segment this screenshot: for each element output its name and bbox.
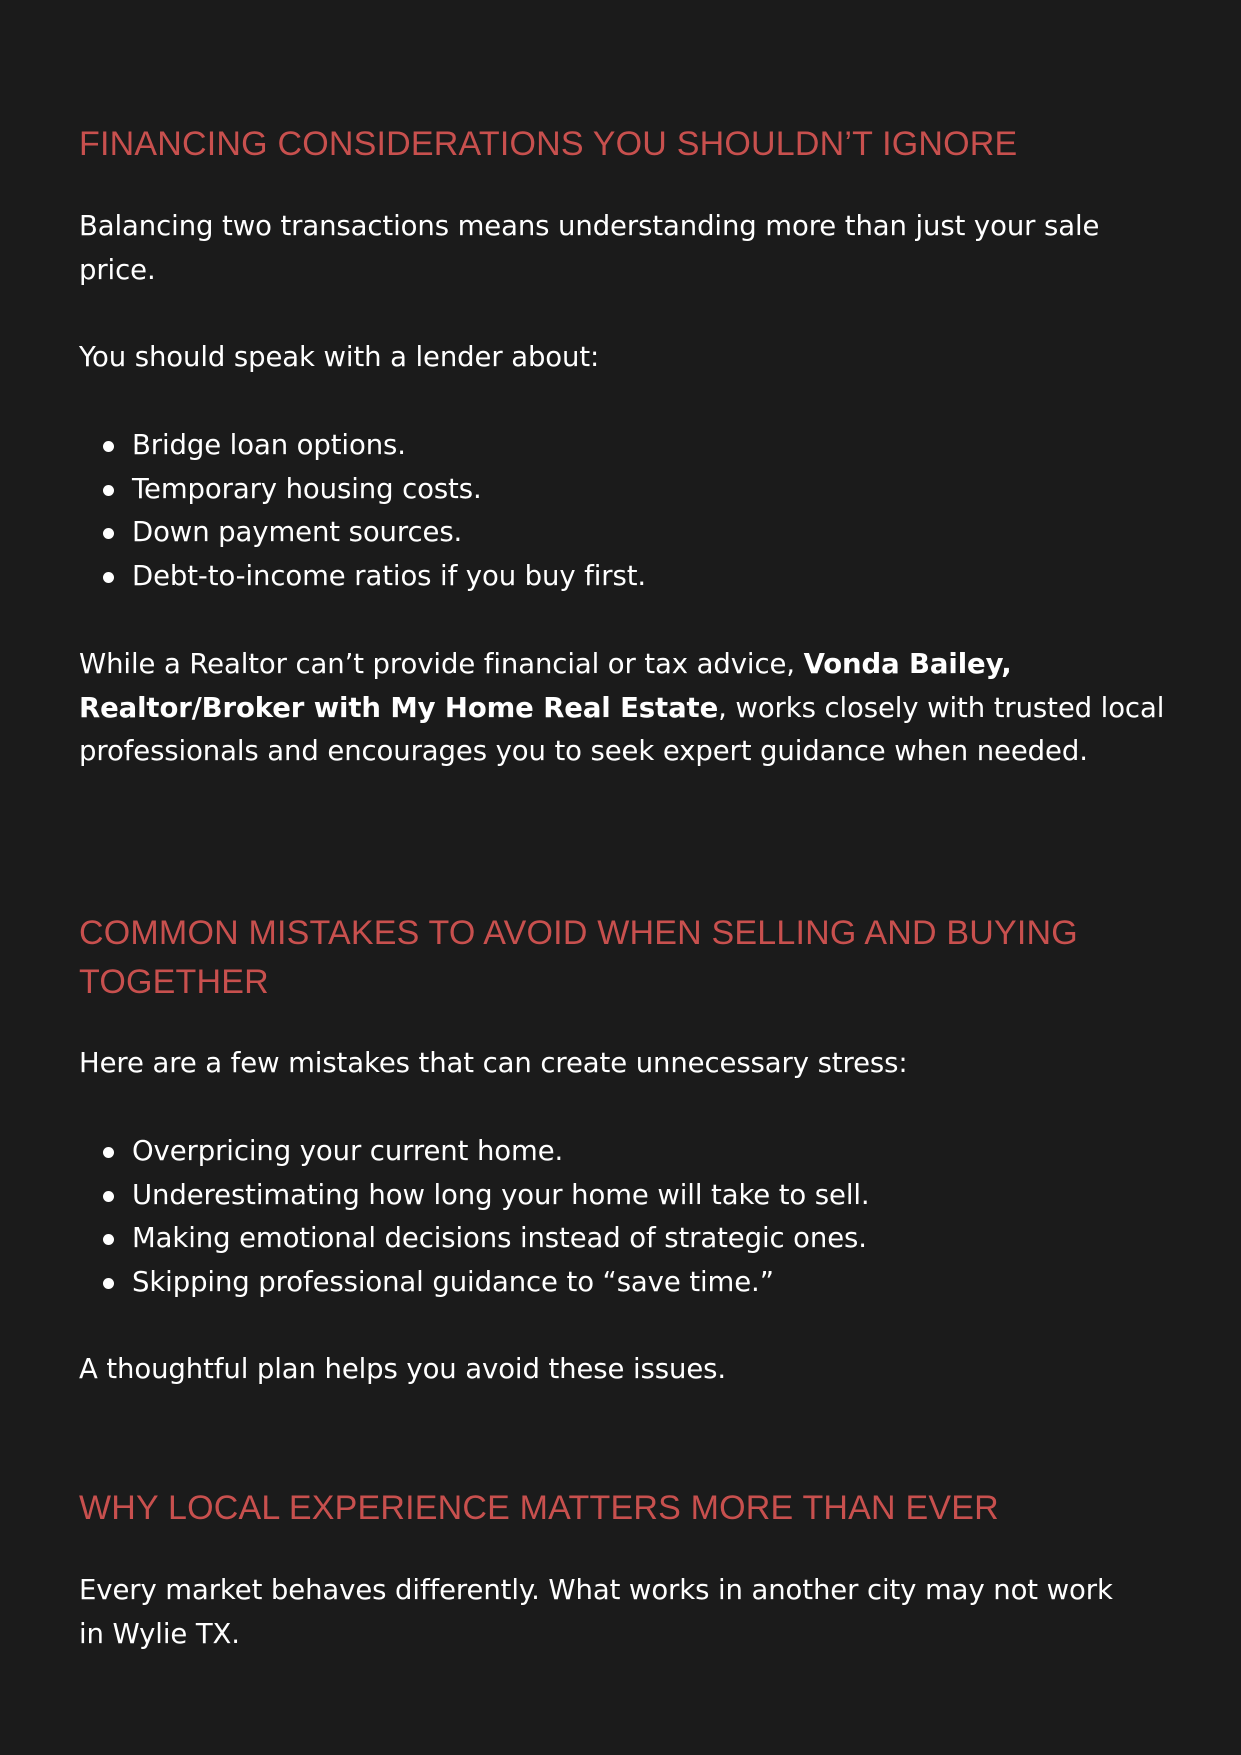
bullet-icon [103,1278,114,1289]
mistakes-list [79,1130,1222,1304]
lender-topics-list [79,424,1222,598]
paragraph-mistakes-intro: Here are a few mistakes that can create unnecessary stress: [79,1047,908,1079]
bullet-icon [103,572,114,583]
realtor-name: Vonda Bailey, Realtor/Broker with My Home Real Estate [79,648,1012,724]
bullet-icon [103,485,114,496]
realtor-advice-text-end: , works closely with trusted local professionals and encourages you to seek expert guidance when needed. [79,691,1165,767]
list-item [132,468,1222,512]
list-item [132,1217,1222,1261]
list-item [132,511,1222,555]
section-heading-mistakes: COMMON MISTAKES TO AVOID WHEN SELLING AND BUYING TOGETHER [79,914,1078,1001]
bullet-icon [103,441,114,452]
bullet-icon [103,1234,114,1245]
realtor-advice-text: While a Realtor can’t provide financial or tax advice, [79,648,804,680]
list-item [132,1261,1222,1305]
section-heading-local-experience: WHY LOCAL EXPERIENCE MATTERS MORE THAN EVER [79,1489,999,1527]
paragraph-mistakes-closing: A thoughtful plan helps you avoid these issues. [79,1353,727,1385]
list-item [132,424,1222,468]
list-item-text: Skipping professional guidance to “save time.” [132,1265,774,1298]
paragraph-financing-intro: Balancing two transactions means understanding more than just your sale price. [79,210,1100,286]
list-item-text: Debt-to-income ratios if you buy first. [132,559,647,592]
list-item [132,1130,1222,1174]
paragraph-realtor-advice [79,643,1169,774]
list-item [132,555,1222,599]
paragraph-local-intro: Every market behaves differently. What works in another city may not work in Wylie TX. [79,1574,1113,1650]
paragraph-lender-lead: You should speak with a lender about: [79,341,600,373]
list-item [132,1174,1222,1218]
list-item-text: Down payment sources. [132,516,463,548]
list-item-text: Bridge loan options. [132,429,406,461]
bullet-icon [103,528,114,539]
list-item-text: Underestimating how long your home will take to sell. [132,1178,870,1211]
section-heading-financing: FINANCING CONSIDERATIONS YOU SHOULDN’T IGNORE [79,125,1018,163]
bullet-icon [103,1191,114,1202]
list-item-text: Overpricing your current home. [132,1135,564,1167]
list-item-text: Making emotional decisions instead of strategic ones. [132,1222,867,1254]
list-item-text: Temporary housing costs. [132,472,482,505]
bullet-icon [103,1147,114,1158]
